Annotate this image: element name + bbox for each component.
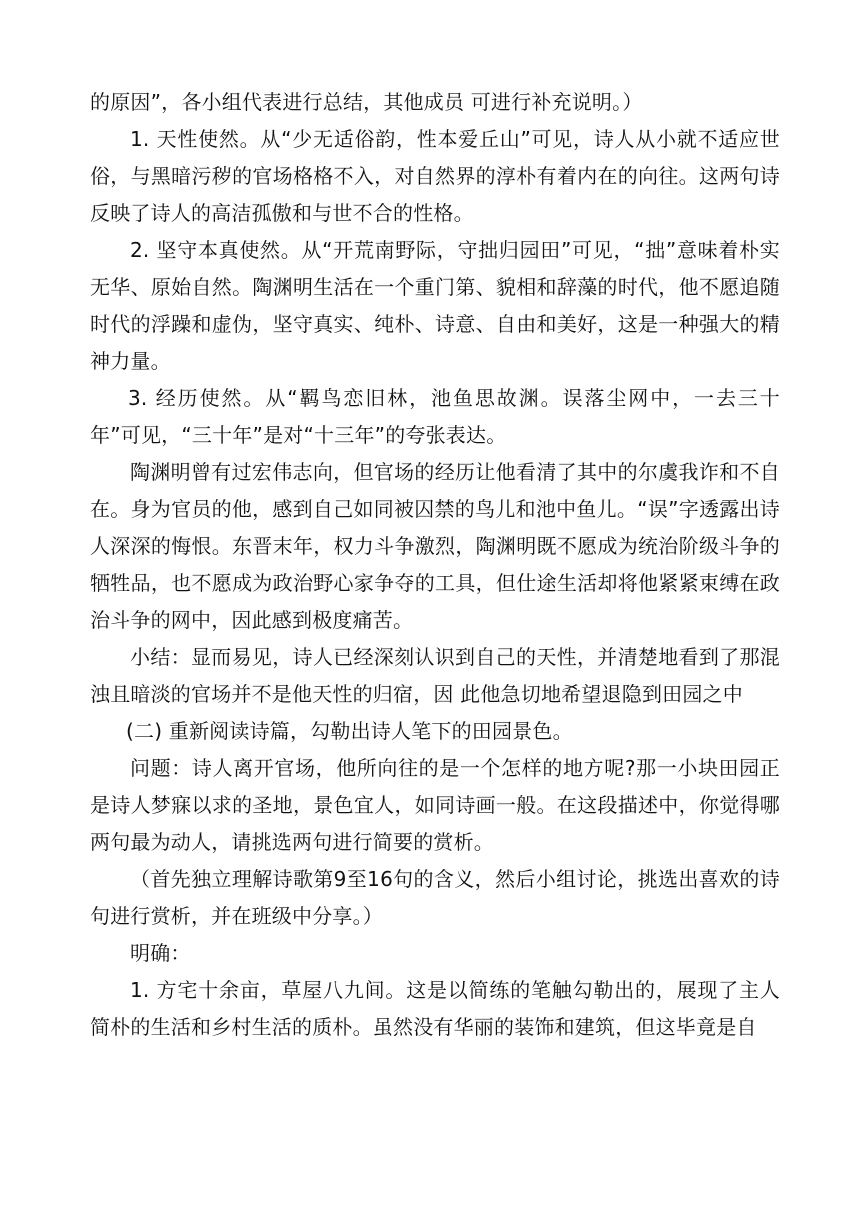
- section-heading-rural-scenery: (二) 重新阅读诗篇，勾勒出诗人笔下的田园景色。: [126, 719, 573, 743]
- document-body: [90, 84, 780, 1046]
- paragraph-intro-ending: 的原因”，各小组代表进行总结，其他成员 可进行补充说明。）: [90, 90, 643, 114]
- paragraph-point-1-nature: 1. 天性使然。从“少无适俗韵，性本爱丘山”可见，诗人从小就不适应世俗，与黑暗污秽的官场格格不入，对自然界的淳朴有着内在的向往。这两句诗反映了诗人的高洁孤傲和与世不合的性格。: [90, 127, 780, 225]
- paragraph-point-2-simplicity: 2. 坚守本真使然。从“开荒南野际，守拙归园田”可见，“拙”意味着朴实无华、原始自然。陶渊明生活在一个重门第、貌相和辞藻的时代，他不愿追随时代的浮躁和虚伪，坚守真实、纯朴、诗意、自由和美好，这是一种强大的精神力量。: [90, 238, 780, 373]
- paragraph-clarification-label: 明确：: [130, 941, 191, 965]
- paragraph-instructions: （首先独立理解诗歌第9至16句的含义，然后小组讨论，挑选出喜欢的诗句进行赏析，并在班级中分享。）: [90, 867, 780, 928]
- paragraph-point-3-experience: 3. 经历使然。从“羁鸟恋旧林，池鱼思故渊。误落尘网中，一去三十年”可见，“三十年”是对“十三年”的夸张表达。: [90, 386, 780, 447]
- paragraph-summary: 小结：显而易见，诗人已经深刻认识到自己的天性，并清楚地看到了那混浊且暗淡的官场并不是他天性的归宿，因 此他急切地希望退隐到田园之中: [90, 645, 780, 706]
- paragraph-experience-analysis: 陶渊明曾有过宏伟志向，但官场的经历让他看清了其中的尔虞我诈和不自在。身为官员的他，感到自己如同被囚禁的鸟儿和池中鱼儿。“误”字透露出诗人深深的悔恨。东晋末年，权力斗争激烈，陶渊明既不愿成为统治阶级斗争的牺牲品，也不愿成为政治野心家争夺的工具，但仕途生活却将他紧紧束缚在政治斗争的网中，因此感到极度痛苦。: [90, 460, 780, 632]
- paragraph-question: 问题：诗人离开官场，他所向往的是一个怎样的地方呢?那一小块田园正是诗人梦寐以求的圣地，景色宜人，如同诗画一般。在这段描述中，你觉得哪两句最为动人，请挑选两句进行简要的赏析。: [90, 756, 780, 854]
- paragraph-analysis-1: 1. 方宅十余亩，草屋八九间。这是以简练的笔触勾勒出的，展现了主人简朴的生活和乡村生活的质朴。虽然没有华丽的装饰和建筑，但这毕竟是自: [90, 978, 780, 1039]
